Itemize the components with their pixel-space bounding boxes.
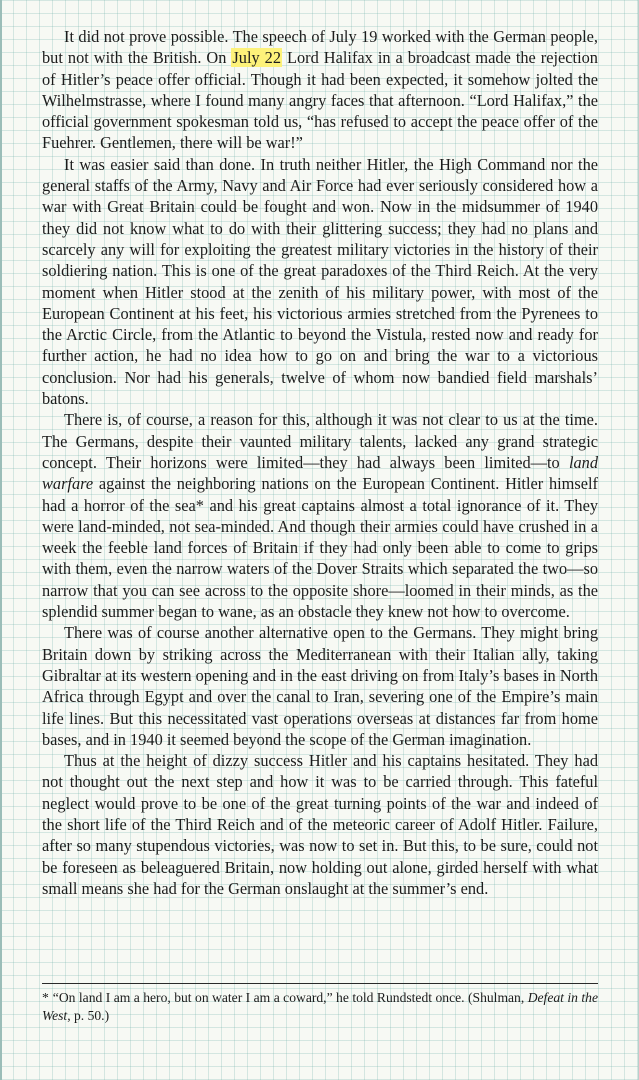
paragraph-3-before: There is, of course, a reason for this, although it was not clear to us at the time. The Germans, despite their vaunted military talents, lacked any grand strategic concept. Their horizons were limited—they had always been limited—to — [42, 410, 598, 472]
paragraph-5: Thus at the height of dizzy success Hitler and his captains hesitated. They had not thought out the next step and how it was to be carried through. This fateful neglect would prove to be one of the great turning points of the war and indeed of the short life of the Third Reich and of the meteoric career of Adolf Hitler. Failure, after so many stupendous victories, was now to set in. But this, to be sure, could not be foreseen as beleaguered Britain, now holding out alone, girded herself with what small means she had for the German onslaught at the summer’s end. — [42, 751, 598, 898]
paragraph-2: It was easier said than done. In truth neither Hitler, the High Command nor the general staffs of the Army, Navy and Air Force had ever seriously considered how a war with Great Britain could be fought and won. Now in the midsummer of 1940 they did not know what to do with their glittering success; they had no plans and scarcely any will for exploiting the greatest military victories in the history of their soldiering nation. This is one of the great paradoxes of the Third Reich. At the very moment when Hitler stood at the zenith of his military power, with most of the European Continent at his feet, his victorious armies stretched from the Pyrenees to the Arctic Circle, from the Atlantic to beyond the Vistula, rested now and ready for further action, he had no idea how to go on and bring the war to a victorious conclusion. Nor had his generals, twelve of whom now bandied field marshals’ batons. — [42, 154, 598, 409]
body-text — [42, 26, 598, 899]
footnote-after: , p. 50.) — [67, 1008, 110, 1023]
footnote-marker: * — [42, 990, 49, 1005]
highlighted-date: July 22 — [232, 48, 282, 68]
footnote-text — [42, 989, 598, 1025]
footnote-rule — [42, 983, 598, 984]
footnote-title: Defeat in the West — [42, 990, 598, 1023]
footnote-before: “On land I am a hero, but on water I am a coward,” he told Rundstedt once. (Shulman, — [52, 990, 528, 1005]
paragraph-1 — [42, 26, 598, 154]
footnote — [42, 983, 598, 1025]
paragraph-1-before: It did not prove possible. The speech of July 19 worked with the German people, but not with the British. On — [42, 27, 598, 68]
paragraph-3-after: against the neighboring nations on the European Continent. Hitler himself had a horror of the sea* and his great captains almost a total ignorance of it. They were land-minded, not sea-minded. And though their armies could have crushed in a week the feeble land forces of Britain if they had only been able to come to grips with them, even the narrow waters of the Dover Straits which separated the two—so narrow that you can see across to the opposite shore—loomed in their minds, as the splendid summer began to wane, as an obstacle they knew not how to overcome. — [42, 474, 598, 622]
paragraph-3-emphasis: land warfare — [42, 452, 598, 494]
paragraph-1-after: Lord Halifax in a broadcast made the rejection of Hitler’s peace offer official. Though it had been expected, it somehow jolted the Wilhelmstrasse, where I found many angry faces that afternoon. “Lord Halifax,” the official government spokesman told us, “has refused to accept the peace offer of the Fuehrer. Gentlemen, there will be war!” — [42, 48, 598, 153]
paragraph-3 — [42, 409, 598, 622]
paragraph-4: There was of course another alternative open to the Germans. They might bring Britain down by striking across the Mediterranean with their Italian ally, taking Gibraltar at its western opening and in the east driving on from Italy’s bases in North Africa through Egypt and over the canal to Iran, severing one of the Empire’s main life lines. But this necessitated vast operations overseas at distances far from home bases, and in 1940 it seemed beyond the scope of the German imagination. — [42, 623, 598, 749]
